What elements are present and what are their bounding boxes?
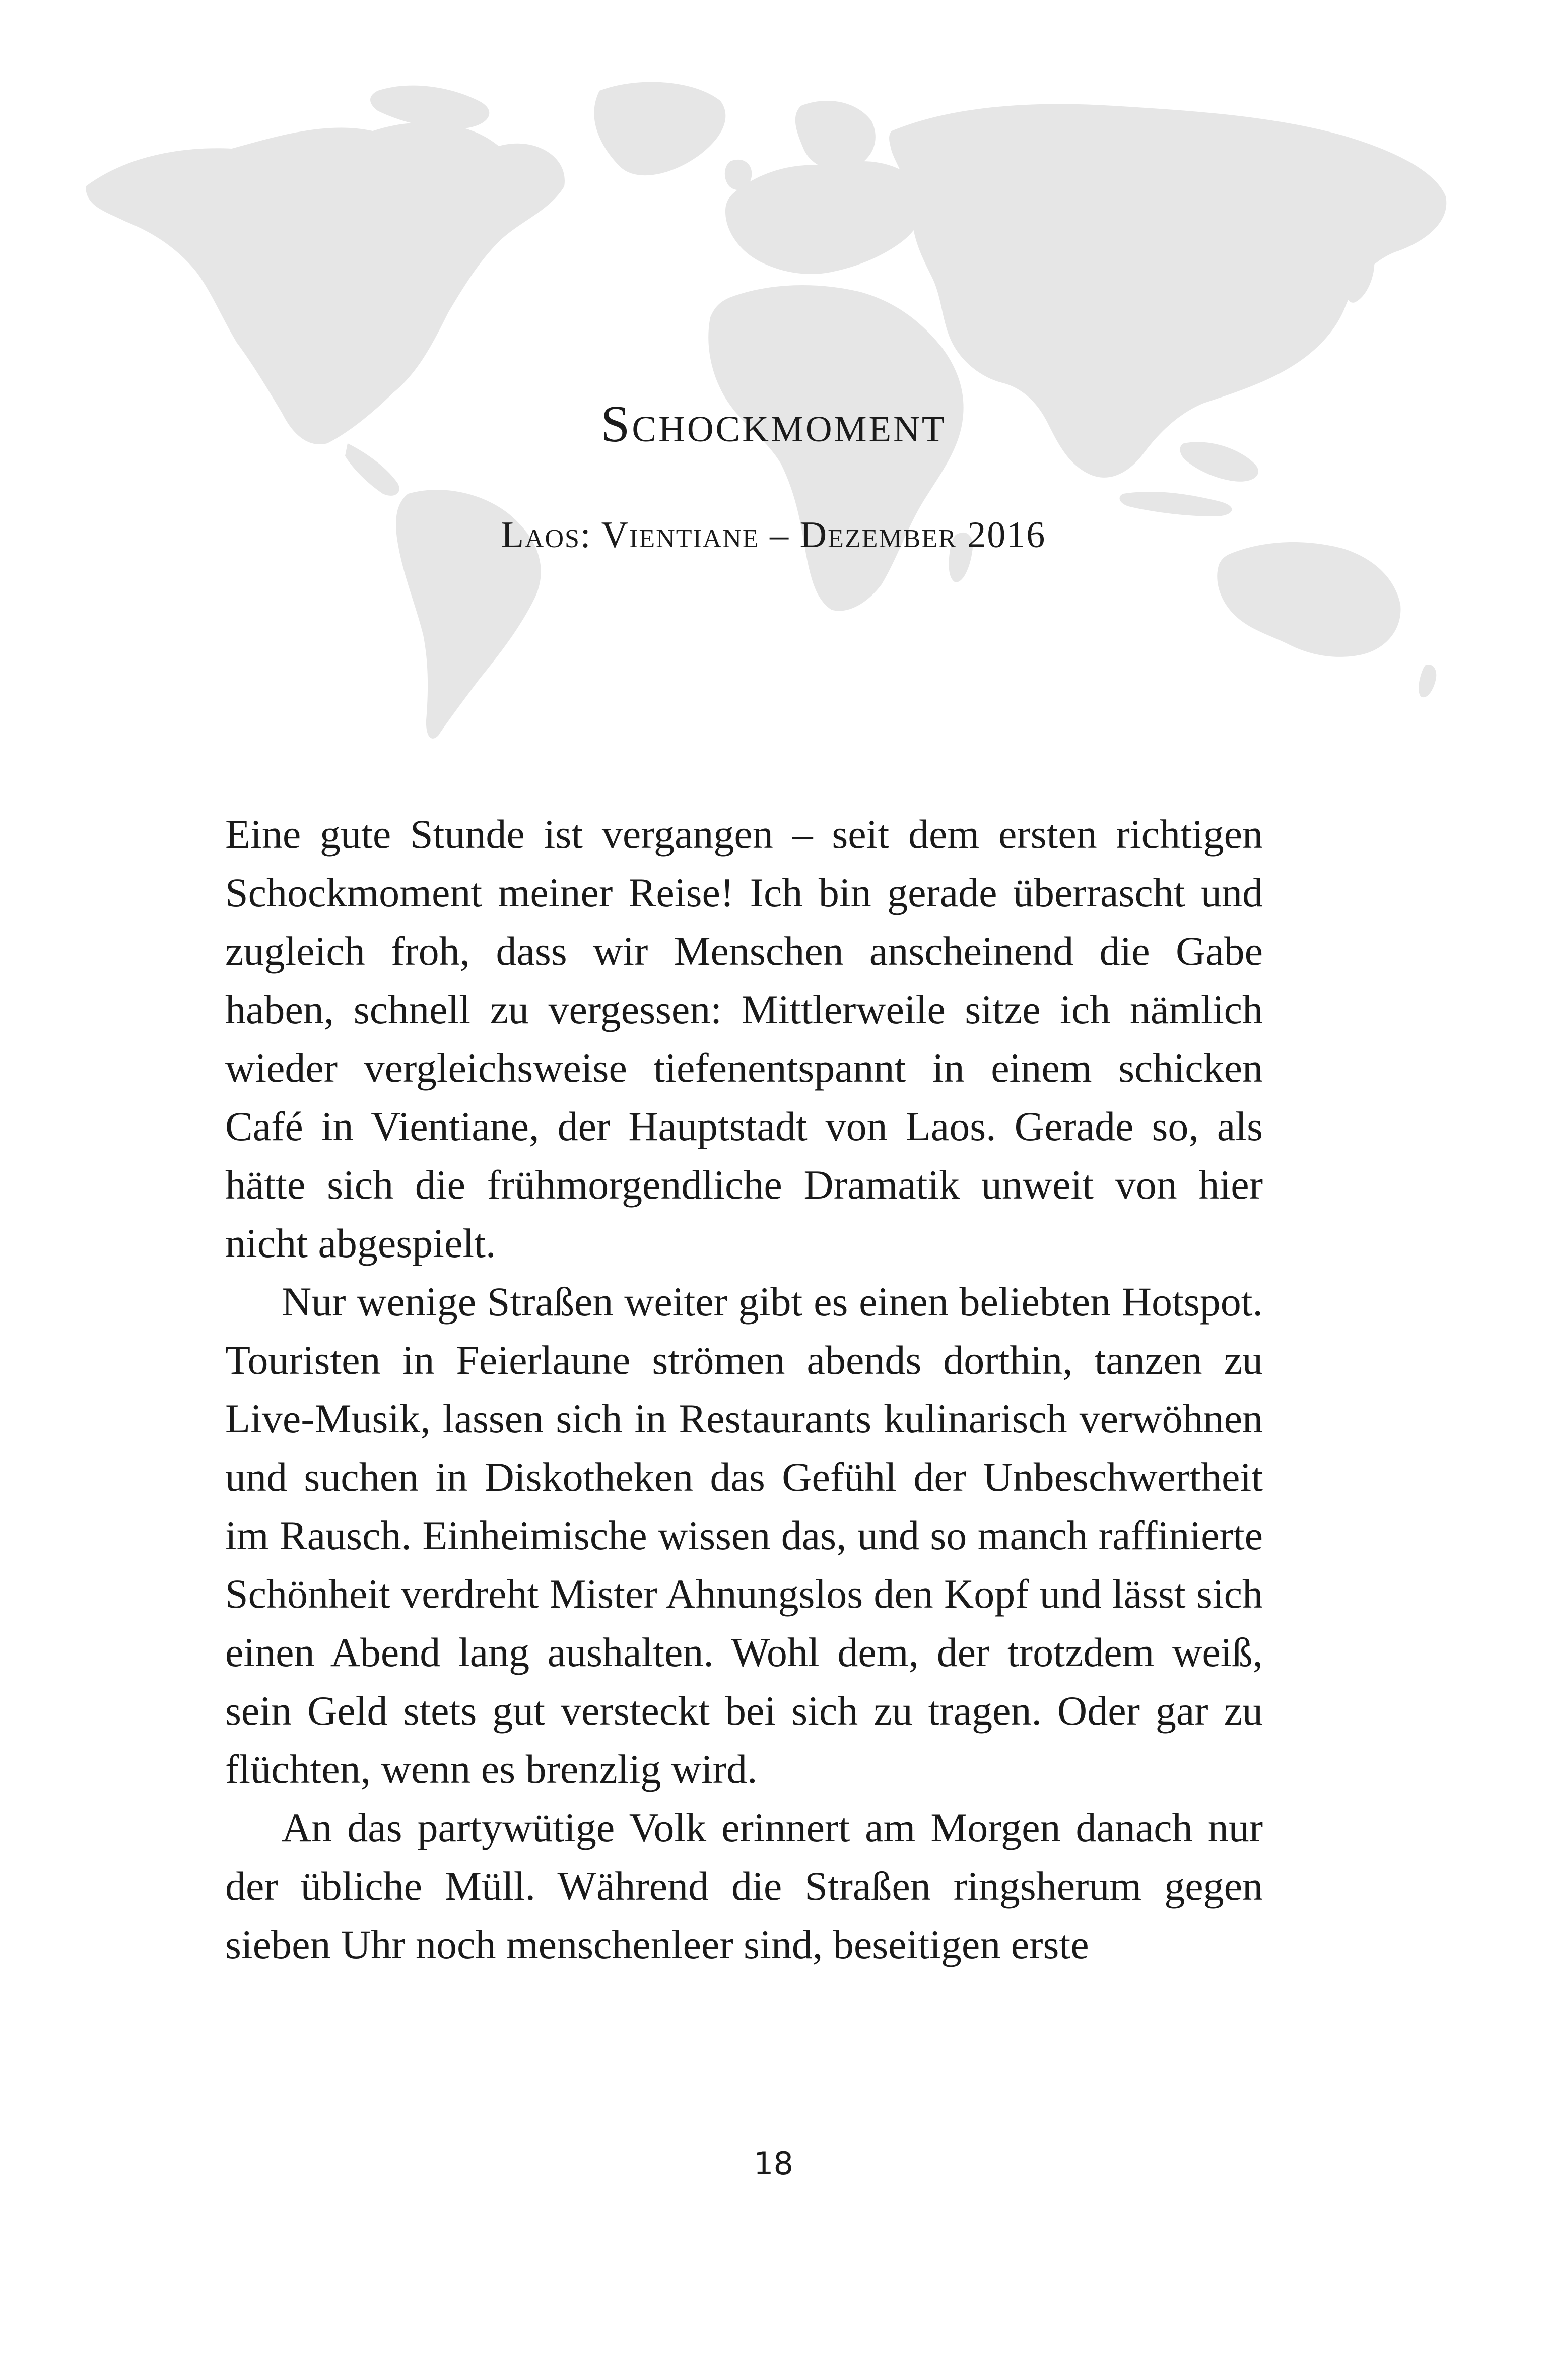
page-number: 18 (754, 2145, 793, 2182)
chapter-subtitle: Laos: Vientiane – Dezember 2016 (501, 514, 1046, 556)
chapter-header (0, 0, 1547, 756)
body-text (225, 805, 1263, 1974)
paragraph: Nur wenige Straßen weiter gibt es einen beliebten Hotspot. Touristen in Feierlaune strömen abends dorthin, tanzen zu Live-Musik, lassen sich in Restaurants kulinarisch verwöhnen und suchen in Diskotheken das Gefühl der Unbeschwertheit im Rausch. Einheimische wissen das, und so manch raffinierte Schönheit verdreht Mister Ahnungslos den Kopf und lässt sich einen Abend lang aushalten. Wohl dem, der trotzdem weiß, sein Geld stets gut versteckt bei sich zu tragen. Oder gar zu flüchten, wenn es brenzlig wird. (225, 1279, 1263, 1792)
paragraph: An das partywütige Volk erinnert am Morgen danach nur der übliche Müll. Während die Straßen ringsherum gegen sieben Uhr noch menschenleer sind, beseitigen erste (225, 1805, 1263, 1967)
chapter-title: Schockmoment (600, 395, 947, 453)
paragraph: Eine gute Stunde ist vergangen – seit dem ersten richtigen Schockmoment meiner Reise! Ich bin gerade überrascht und zugleich froh, dass wir Menschen anscheinend die Gabe haben, schnell zu vergessen: Mittlerweile sitze ich nämlich wieder vergleichsweise tiefenentspannt in einem schicken Café in Vientiane, der Hauptstadt von Laos. Gerade so, als hätte sich die frühmorgendliche Dramatik unweit von hier nicht abgespielt. (225, 811, 1263, 1266)
